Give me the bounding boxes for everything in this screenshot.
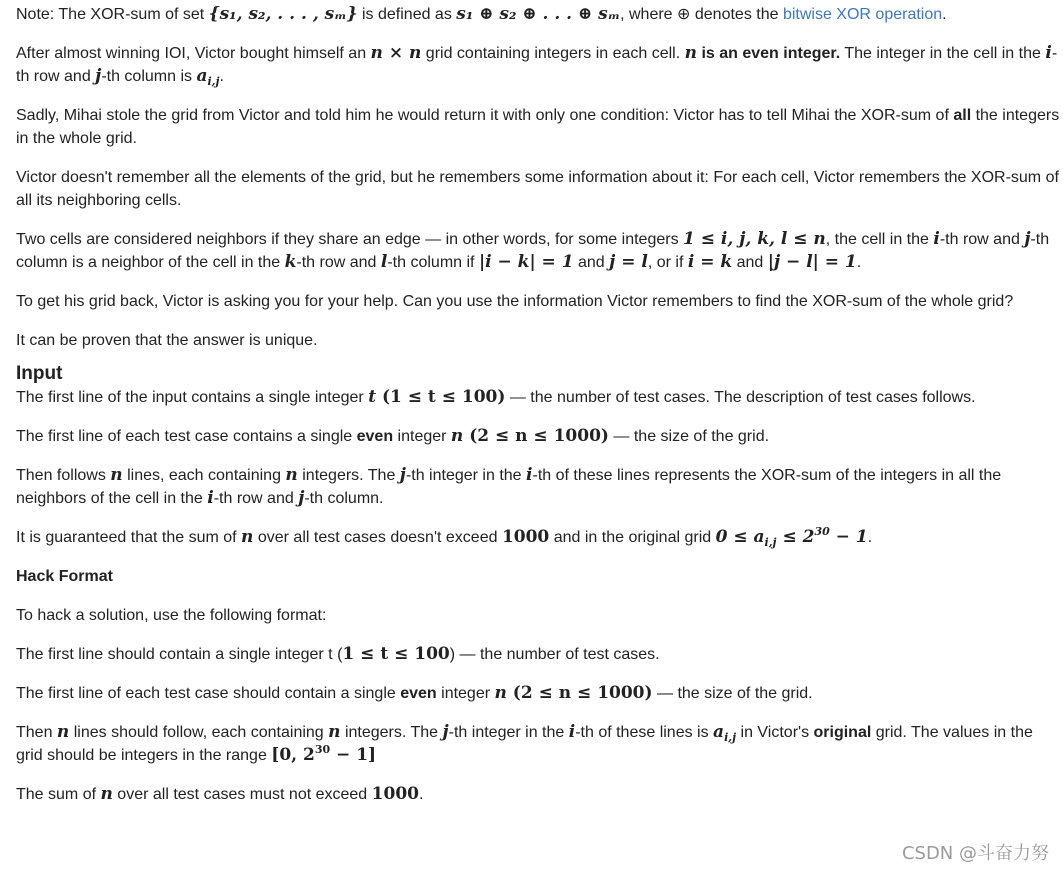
input-line-2: The first line of each test case contains a single even integer n (2 ≤ n ≤ 1000) — the size of the grid.	[16, 426, 770, 446]
hack-format-heading: Hack Format	[16, 568, 113, 585]
hack-line-3: Then n lines should follow, each containing n integers. The j-th integer in the i-th of these lines is $a_{i,j}$ in Victor's original grid. The values in the grid should be integers in the range [0, $2^{30} - 1$]	[16, 722, 1033, 765]
problem-statement	[16, 3, 1060, 822]
set-formula: {s₁, s₂, . . . , sₘ}	[208, 4, 358, 24]
note-paragraph: Note: The XOR-sum of set {s₁, s₂, . . . , sₘ} is defined as s₁ ⊕ s₂ ⊕ . . . ⊕ sₘ, where ⊕ denotes the bitwise XOR operation.	[16, 4, 947, 24]
hack-intro: To hack a solution, use the following format:	[16, 607, 327, 624]
hack-line-1: The first line should contain a single integer t (1 ≤ t ≤ 100) — the number of test cases.	[16, 644, 660, 664]
bitwise-xor-link[interactable]: bitwise XOR operation	[782, 6, 943, 23]
condition-paragraph: Sadly, Mihai stole the grid from Victor and told him he would return it with only one condition: Victor has to tell Mihai the XOR-sum of all the integers in the whole grid.	[16, 107, 1060, 147]
neighbors-paragraph: Two cells are considered neighbors if they share an edge — in other words, for some integers 1 ≤ i, j, k, l ≤ n, the cell in the i-th row and j-th column is a neighbor of the cell in the k-th row and l-th column if |i − k| = 1 and j = l, or if i = k and |j − l| = 1.	[16, 229, 1050, 272]
xor-sum-formula: s₁ ⊕ s₂ ⊕ . . . ⊕ sₘ	[456, 4, 621, 24]
hack-line-4: The sum of n over all test cases must not exceed 1000.	[16, 784, 424, 804]
input-line-3: Then follows n lines, each containing n integers. The j-th integer in the i-th of these lines represents the XOR-sum of the integers in all the neighbors of the cell in the i-th row and j-th column.	[16, 465, 1002, 508]
task-paragraph: To get his grid back, Victor is asking you for your help. Can you use the information Victor remembers to find the XOR-sum of the whole grid?	[16, 293, 1014, 310]
input-heading: Input	[16, 363, 63, 384]
input-line-1: The first line of the input contains a single integer t (1 ≤ t ≤ 100) — the number of test cases. The description of test cases follows.	[16, 387, 976, 407]
uniqueness-paragraph: It can be proven that the answer is unique.	[16, 332, 318, 349]
csdn-watermark: CSDN @斗奋力努	[901, 843, 1049, 864]
hack-line-2: The first line of each test case should contain a single even integer n (2 ≤ n ≤ 1000) — the size of the grid.	[16, 683, 813, 703]
input-line-4: It is guaranteed that the sum of n over all test cases doesn't exceed 1000 and in the original grid $0 \le a_{i,j} \le 2^{30} - 1$.	[16, 525, 873, 549]
grid-description-paragraph: After almost winning IOI, Victor bought himself an n × n grid containing integers in each cell. n is an even integer. The integer in the cell in the i-th row and j-th column is $a_{i,j}$.	[16, 43, 1058, 88]
memory-paragraph: Victor doesn't remember all the elements of the grid, but he remembers some information about it: For each cell, Victor remembers the XOR-sum of all its neighboring cells.	[16, 169, 1059, 209]
